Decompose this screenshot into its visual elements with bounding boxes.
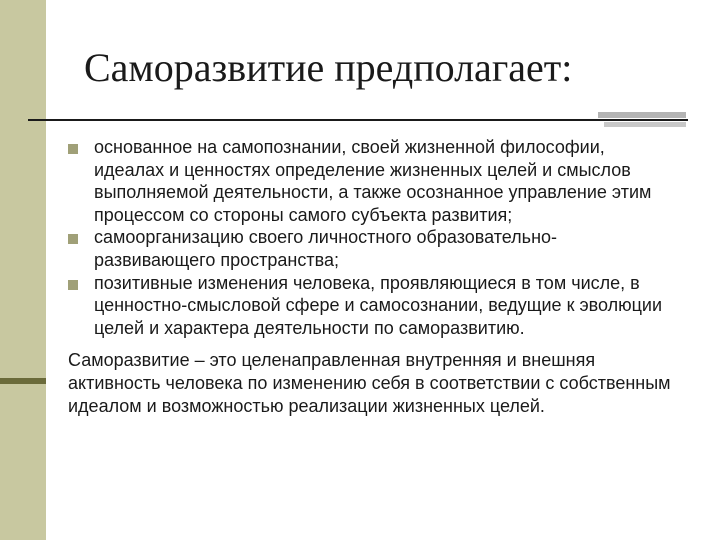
left-decorative-bar (0, 0, 46, 540)
definition-paragraph: Саморазвитие – это целенаправленная внутренняя и внешняя активность человека по изменению себя в соответствии с собственным идеалом и возможностью реализации жизненных целей. (68, 350, 671, 416)
bullet-item (68, 272, 678, 340)
bullet-item (68, 226, 678, 271)
slide-title: Саморазвитие предполагает: (84, 45, 573, 90)
left-bar-accent (0, 378, 46, 384)
square-bullet-icon (68, 234, 78, 244)
bullet-text: самоорганизацию своего личностного образовательно-развивающего пространства; (94, 227, 558, 270)
bullet-text: основанное на самопознании, своей жизненной философии, идеалах и ценностях определение жизненных целей и смыслов выполняемой деятельности, а также осознанное управление этим процессом со стороны самого субъекта развития; (94, 137, 652, 225)
title-divider (28, 119, 688, 121)
slide-content (68, 136, 678, 435)
divider-accent (598, 112, 686, 118)
bullet-list (68, 136, 678, 339)
bullet-item (68, 136, 678, 226)
divider-accent-lower (604, 122, 686, 127)
square-bullet-icon (68, 280, 78, 290)
bullet-text: позитивные изменения человека, проявляющиеся в том числе, в ценностно-смысловой сфере и самосознании, ведущие к эволюции целей и характера деятельности по саморазвитию. (94, 272, 663, 338)
square-bullet-icon (68, 144, 78, 154)
